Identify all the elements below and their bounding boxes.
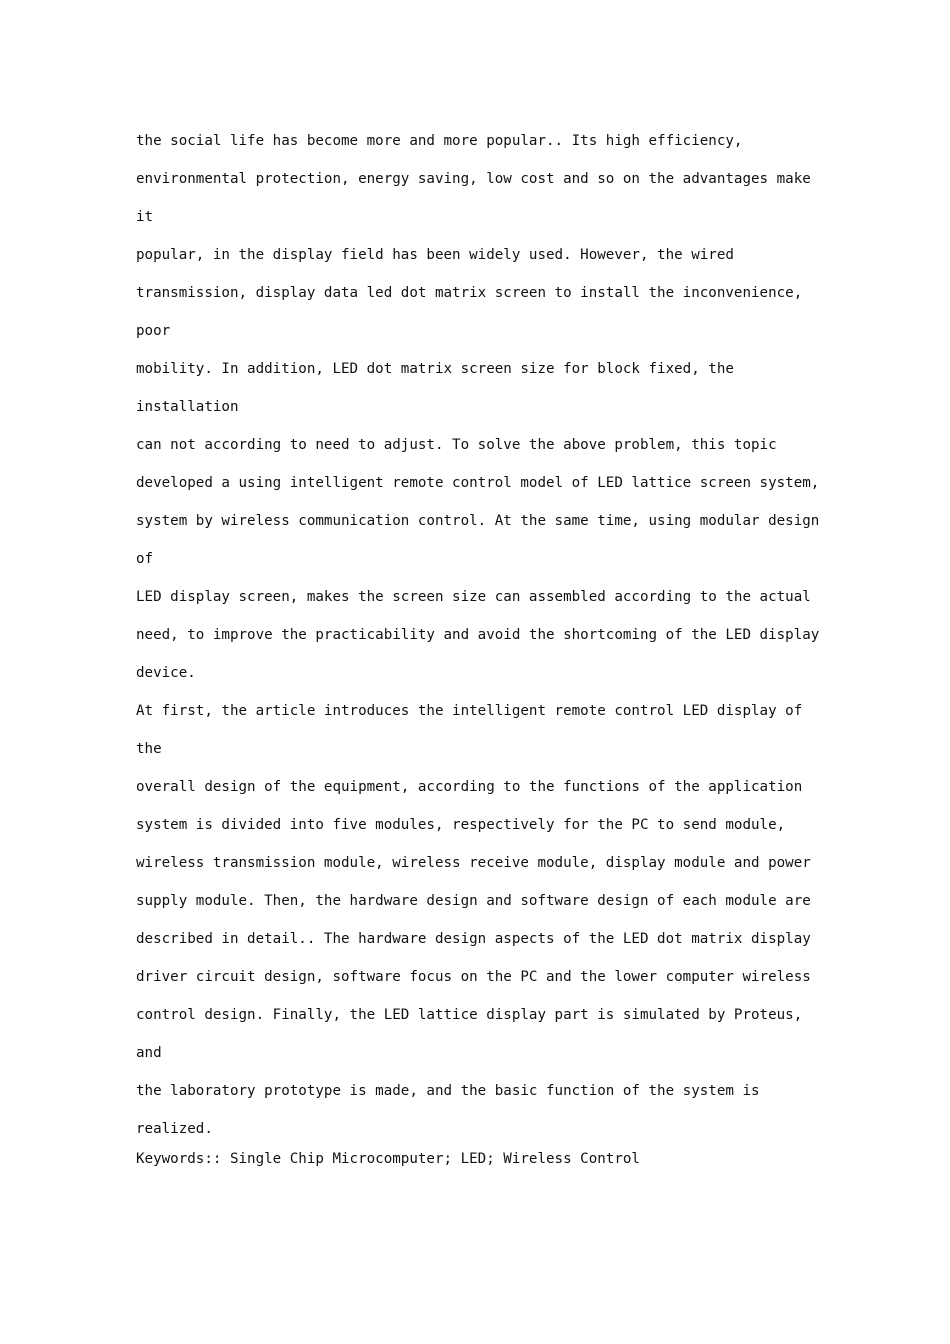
abstract-paragraph-2: At first, the article introduces the intelligent remote control LED display of the overall design of the equipment, according to the functions of the application system is divided into five modules, respectively for the PC to send module, wireless transmission module, wireless receive module, display module and power supply module. Then, the hardware design and software design of each module are described in detail.. The hardware design aspects of the LED dot matrix display driver circuit design, software focus on the PC and the lower computer wireless control design. Finally, the LED lattice display part is simulated by Proteus, and the laboratory prototype is made, and the basic function of the system is realized. [136,703,811,1137]
keywords-line: Keywords:: Single Chip Microcomputer; LED; Wireless Control [136,1151,640,1167]
abstract-body [136,122,836,1174]
abstract-paragraph-1: the social life has become more and more popular.. Its high efficiency, environmental protection, energy saving, low cost and so on the advantages make it popular, in the display field has been widely used. However, the wired transmission, display data led dot matrix screen to install the inconvenience, poor mobility. In addition, LED dot matrix screen size for block fixed, the installation can not according to need to adjust. To solve the above problem, this topic developed a using intelligent remote control model of LED lattice screen system, system by wireless communication control. At the same time, using modular design of LED display screen, makes the screen size can assembled according to the actual need, to improve the practicability and avoid the shortcoming of the LED display device. [136,133,820,681]
